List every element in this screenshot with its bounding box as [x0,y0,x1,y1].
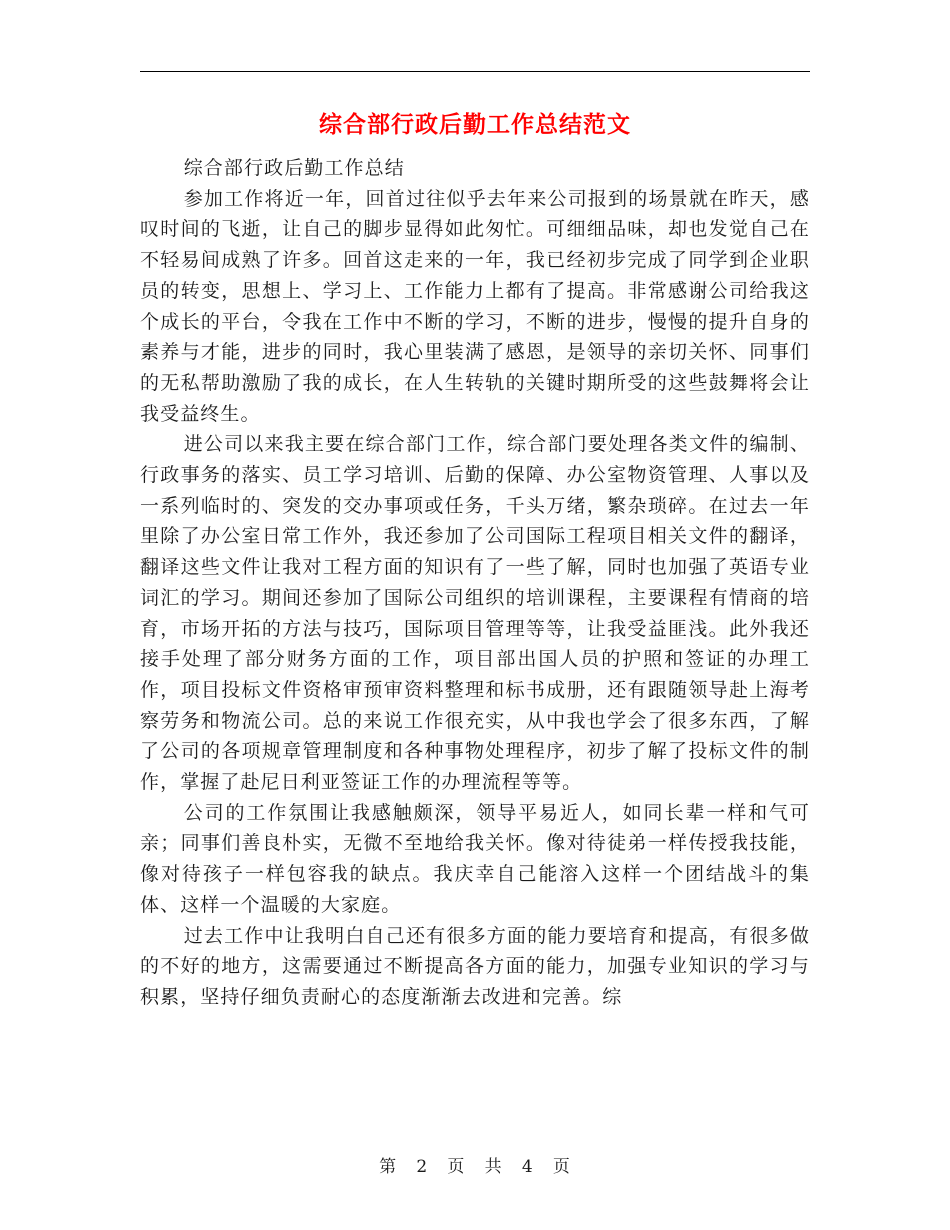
footer-current-page: 2 [416,1157,429,1177]
paragraph-improvement: 过去工作中让我明白自己还有很多方面的能力要培育和提高，有很多做的不好的地方，这需要通过不断提高各方面的能力，加强专业知识的学习与积累，坚持仔细负责耐心的态度渐渐去改进和完善。综 [140,924,810,1008]
footer-label-page: 第 [379,1157,398,1177]
footer-label-page-unit: 页 [447,1157,466,1177]
page-footer [0,1152,950,1177]
document-body [140,153,810,1013]
section-heading: 综合部行政后勤工作总结 [183,157,405,179]
footer-total-pages: 4 [521,1157,534,1177]
paragraph-intro: 参加工作将近一年，回首过往似乎去年来公司报到的场景就在昨天，感叹时间的飞逝，让自己的脚步显得如此匆忙。可细细品味，却也发觉自己在不轻易间成熟了许多。回首这走来的一年，我已经初步完成了同学到企业职员的转变，思想上、学习上、工作能力上都有了提高。非常感谢公司给我这个成长的平台，令我在工作中不断的学习，不断的进步，慢慢的提升自身的素养与才能，进步的同时，我心里装满了感恩，是领导的亲切关怀、同事们的无私帮助激励了我的成长，在人生转轨的关键时期所受的这些鼓舞将会让我受益终生。 [140,187,810,425]
header-rule [140,71,810,72]
footer-label-total-unit: 页 [552,1157,571,1177]
paragraph-work-duties: 进公司以来我主要在综合部门工作，综合部门要处理各类文件的编制、行政事务的落实、员工学习培训、后勤的保障、办公室物资管理、人事以及一系列临时的、突发的交办事项或任务，千头万绪，繁杂琐碎。在过去一年里除了办公室日常工作外，我还参加了公司国际工程项目相关文件的翻译，翻译这些文件让我对工程方面的知识有了一些了解，同时也加强了英语专业词汇的学习。期间还参加了国际公司组织的培训课程，主要课程有情商的培育，市场开拓的方法与技巧，国际项目管理等等，让我受益匪浅。此外我还接手处理了部分财务方面的工作，项目部出国人员的护照和签证的办理工作，项目投标文件资格审预审资料整理和标书成册，还有跟随领导赴上海考察劳务和物流公司。总的来说工作很充实，从中我也学会了很多东西，了解了公司的各项规章管理制度和各种事物处理程序，初步了解了投标文件的制作，掌握了赴尼日利亚签证工作的办理流程等等。 [140,433,810,794]
footer-label-total: 共 [484,1157,503,1177]
document-title: 综合部行政后勤工作总结范文 [319,111,631,138]
paragraph-atmosphere: 公司的工作氛围让我感触颇深，领导平易近人，如同长辈一样和气可亲；同事们善良朴实，无微不至地给我关怀。像对待徒弟一样传授我技能，像对待孩子一样包容我的缺点。我庆幸自己能溶入这样一个团结战斗的集体、这样一个温暖的大家庭。 [140,801,810,916]
